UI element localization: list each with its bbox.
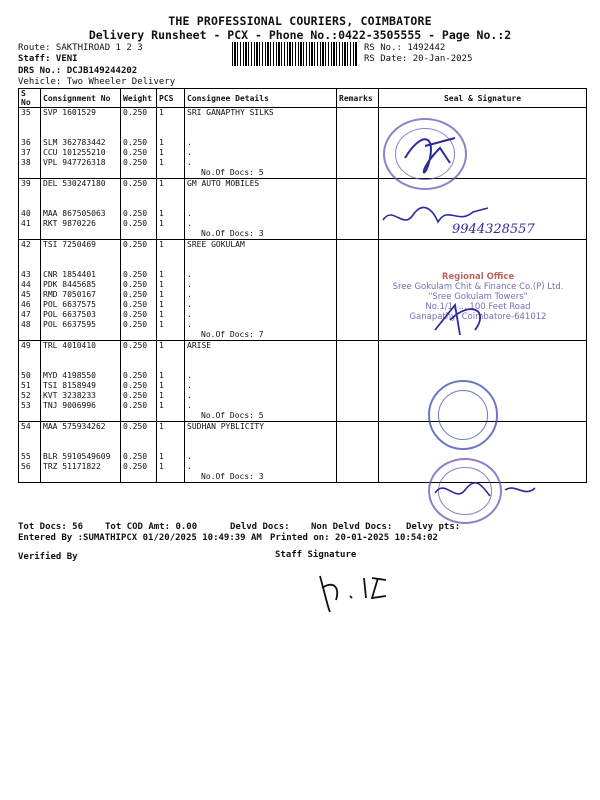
consignment-cell-value: SLM 362783442 <box>43 138 106 147</box>
pcs-cell-value: 1 <box>159 381 164 390</box>
weight-cell-value: 0.250 <box>123 138 148 147</box>
consignment-cell-value: TSI 8158949 <box>43 381 96 390</box>
consignee-details-cell <box>185 341 337 422</box>
consignee-details-cell <box>185 422 337 483</box>
sno-cell <box>19 179 41 240</box>
consignment-cell-value: CCU 101255210 <box>43 148 106 157</box>
weight-cell-value: 0.250 <box>123 290 148 299</box>
rs-date: RS Date: 20-Jan-2025 <box>364 54 473 64</box>
pcs-cell-value: 1 <box>159 422 164 431</box>
pcs-cell-value: 1 <box>159 158 164 167</box>
consignment-cell <box>41 341 121 422</box>
signature-4 <box>430 478 550 508</box>
consignment-cell-value: POL 6637503 <box>43 310 96 319</box>
detail-mark: . <box>187 391 192 400</box>
consignee-group-row <box>19 108 587 179</box>
signature-3 <box>430 300 500 340</box>
weight-cell-value: 0.250 <box>123 108 148 117</box>
no-of-docs: No.Of Docs: 7 <box>201 330 264 339</box>
pcs-cell <box>157 341 185 422</box>
remarks-cell <box>337 422 379 483</box>
consignment-cell-value: TSI 7250469 <box>43 240 96 249</box>
pcs-cell-value: 1 <box>159 148 164 157</box>
sno-cell-value: 35 <box>21 108 31 117</box>
weight-cell-value: 0.250 <box>123 310 148 319</box>
weight-cell <box>121 341 157 422</box>
weight-cell-value: 0.250 <box>123 381 148 390</box>
sno-cell-value: 53 <box>21 401 31 410</box>
tot-cod-amt: Tot COD Amt: 0.00 <box>105 522 198 532</box>
consignment-cell-value: KVT 3238233 <box>43 391 96 400</box>
consignment-cell-value: MAA 867505063 <box>43 209 106 218</box>
detail-mark: . <box>187 209 192 218</box>
consignment-cell <box>41 422 121 483</box>
consignment-cell-value: CNR 1854401 <box>43 270 96 279</box>
sno-cell-value: 54 <box>21 422 31 431</box>
col-remarks-header: Remarks <box>337 89 379 108</box>
detail-mark: . <box>187 219 192 228</box>
no-of-docs: No.Of Docs: 5 <box>201 411 264 420</box>
col-sno-header: S No <box>19 89 41 108</box>
consignment-cell-value: TRL 4010410 <box>43 341 96 350</box>
office-stamp-line3: "Sree Gokulam Towers" <box>428 292 528 302</box>
weight-cell-value: 0.250 <box>123 462 148 471</box>
consignment-cell <box>41 179 121 240</box>
drs-number: DRS No.: DCJB149244202 <box>18 66 138 76</box>
sno-cell-value: 56 <box>21 462 31 471</box>
runsheet-subtitle: Delivery Runsheet - PCX - Phone No.:0422-3505555 - Page No.:2 <box>88 28 512 42</box>
weight-cell-value: 0.250 <box>123 452 148 461</box>
no-of-docs: No.Of Docs: 5 <box>201 168 264 177</box>
col-pcs-header: PCS <box>157 89 185 108</box>
pcs-cell-value: 1 <box>159 452 164 461</box>
consignment-cell-value: TRZ 51171822 <box>43 462 101 471</box>
pcs-cell-value: 1 <box>159 371 164 380</box>
pcs-cell <box>157 108 185 179</box>
sno-cell-value: 50 <box>21 371 31 380</box>
detail-mark: . <box>187 138 192 147</box>
seal-stamp-2 <box>428 380 498 450</box>
pcs-cell-value: 1 <box>159 280 164 289</box>
weight-cell-value: 0.250 <box>123 300 148 309</box>
sno-cell-value: 40 <box>21 209 31 218</box>
detail-mark: . <box>187 300 192 309</box>
vehicle-label: Vehicle: Two Wheeler Delivery <box>18 77 176 87</box>
pcs-cell-value: 1 <box>159 209 164 218</box>
consignee-group-row <box>19 422 587 483</box>
consignment-cell-value: TNJ 9006996 <box>43 401 96 410</box>
consignment-cell <box>41 108 121 179</box>
consignment-cell-value: DEL 530247180 <box>43 179 106 188</box>
sno-cell-value: 39 <box>21 179 31 188</box>
weight-cell-value: 0.250 <box>123 240 148 249</box>
sno-cell-value: 48 <box>21 320 31 329</box>
consignment-cell-value: MAA 575934262 <box>43 422 106 431</box>
weight-cell-value: 0.250 <box>123 401 148 410</box>
pcs-cell-value: 1 <box>159 320 164 329</box>
consignee-details-cell <box>185 108 337 179</box>
no-of-docs: No.Of Docs: 3 <box>201 229 264 238</box>
detail-mark: . <box>187 462 192 471</box>
weight-cell-value: 0.250 <box>123 270 148 279</box>
staff-signature-mark <box>312 568 392 618</box>
pcs-cell-value: 1 <box>159 108 164 117</box>
sno-cell-value: 43 <box>21 270 31 279</box>
office-stamp-line4: No.1/1, ... 100 Feet Road <box>425 302 531 312</box>
sno-cell <box>19 240 41 341</box>
sno-cell-value: 41 <box>21 219 31 228</box>
consignee-details-cell <box>185 179 337 240</box>
consignee-name: ARISE <box>187 341 212 350</box>
pcs-cell-value: 1 <box>159 219 164 228</box>
sno-cell-value: 42 <box>21 240 31 249</box>
pcs-cell <box>157 179 185 240</box>
weight-cell <box>121 422 157 483</box>
col-weight-header: Weight <box>121 89 157 108</box>
weight-cell-value: 0.250 <box>123 219 148 228</box>
consignment-cell-value: POL 6637575 <box>43 300 96 309</box>
remarks-cell <box>337 341 379 422</box>
pcs-cell-value: 1 <box>159 270 164 279</box>
sno-cell-value: 52 <box>21 391 31 400</box>
pcs-cell-value: 1 <box>159 462 164 471</box>
sno-cell <box>19 108 41 179</box>
sno-cell <box>19 422 41 483</box>
detail-mark: . <box>187 148 192 157</box>
weight-cell-value: 0.250 <box>123 422 148 431</box>
sno-cell-value: 38 <box>21 158 31 167</box>
col-details-header: Consignee Details <box>185 89 337 108</box>
consignment-cell-value: BLR 5910549609 <box>43 452 111 461</box>
weight-cell-value: 0.250 <box>123 371 148 380</box>
delvd-docs: Delvd Docs: <box>230 522 290 532</box>
consignment-cell-value: MYD 4198550 <box>43 371 96 380</box>
office-stamp-line1: Regional Office <box>441 272 515 282</box>
consignment-cell-value: PDK 8445685 <box>43 280 96 289</box>
pcs-cell <box>157 240 185 341</box>
weight-cell-value: 0.250 <box>123 209 148 218</box>
detail-mark: . <box>187 270 192 279</box>
company-title: THE PROFESSIONAL COURIERS, COIMBATORE <box>168 14 432 28</box>
consignment-cell-value: VPL 947726318 <box>43 158 106 167</box>
consignment-cell-value: POL 6637595 <box>43 320 96 329</box>
no-of-docs: No.Of Docs: 3 <box>201 472 264 481</box>
consignee-name: SRI GANAPTHY SILKS <box>187 108 274 117</box>
detail-mark: . <box>187 401 192 410</box>
weight-cell <box>121 108 157 179</box>
barcode-image <box>232 42 357 66</box>
detail-mark: . <box>187 280 192 289</box>
sno-cell-value: 51 <box>21 381 31 390</box>
weight-cell <box>121 179 157 240</box>
consignee-details-cell <box>185 240 337 341</box>
consignment-cell-value: RMD 7050167 <box>43 290 96 299</box>
handwritten-phone: 9944328557 <box>452 222 535 237</box>
pcs-cell-value: 1 <box>159 138 164 147</box>
weight-cell-value: 0.250 <box>123 148 148 157</box>
pcs-cell-value: 1 <box>159 179 164 188</box>
detail-mark: . <box>187 320 192 329</box>
consignee-name: SUDHAN PYBLICITY <box>187 422 265 431</box>
pcs-cell-value: 1 <box>159 310 164 319</box>
pcs-cell-value: 1 <box>159 391 164 400</box>
weight-cell <box>121 240 157 341</box>
table-header-row <box>19 89 587 108</box>
weight-cell-value: 0.250 <box>123 341 148 350</box>
weight-cell-value: 0.250 <box>123 391 148 400</box>
tot-docs: Tot Docs: 56 <box>18 522 84 532</box>
remarks-cell <box>337 108 379 179</box>
non-delvd-docs: Non Delvd Docs: <box>311 522 393 532</box>
consignee-group-row <box>19 341 587 422</box>
detail-mark: . <box>187 290 192 299</box>
sno-cell-value: 49 <box>21 341 31 350</box>
consignment-cell <box>41 240 121 341</box>
pcs-cell-value: 1 <box>159 240 164 249</box>
staff-signature-label: Staff Signature <box>275 550 357 560</box>
consignee-name: GM AUTO MOBILES <box>187 179 260 188</box>
weight-cell-value: 0.250 <box>123 179 148 188</box>
sno-cell-value: 36 <box>21 138 31 147</box>
sno-cell-value: 46 <box>21 300 31 309</box>
pcs-cell-value: 1 <box>159 300 164 309</box>
sno-cell <box>19 341 41 422</box>
pcs-cell-value: 1 <box>159 290 164 299</box>
pcs-cell-value: 1 <box>159 341 164 350</box>
detail-mark: . <box>187 310 192 319</box>
weight-cell-value: 0.250 <box>123 158 148 167</box>
detail-mark: . <box>187 452 192 461</box>
detail-mark: . <box>187 158 192 167</box>
detail-mark: . <box>187 371 192 380</box>
delvy-pts: Delvy pts: <box>406 522 461 532</box>
sno-cell-value: 44 <box>21 280 31 289</box>
pcs-cell-value: 1 <box>159 401 164 410</box>
weight-cell-value: 0.250 <box>123 320 148 329</box>
printed-on: Printed on: 20-01-2025 10:54:02 <box>270 533 438 543</box>
sno-cell-value: 37 <box>21 148 31 157</box>
rs-number: RS No.: 1492442 <box>364 43 446 53</box>
signature-1 <box>395 128 475 178</box>
pcs-cell <box>157 422 185 483</box>
consignee-name: SREE GOKULAM <box>187 240 245 249</box>
staff-label: Staff: VENI <box>18 54 78 64</box>
col-consignment-header: Consignment No <box>41 89 121 108</box>
sno-cell-value: 45 <box>21 290 31 299</box>
route-label: Route: SAKTHIROAD 1 2 3 <box>18 43 143 53</box>
sno-cell-value: 47 <box>21 310 31 319</box>
entered-by: Entered By :SUMATHIPCX 01/20/2025 10:49:39 AM <box>18 533 262 543</box>
verified-by-label: Verified By <box>18 552 78 562</box>
office-stamp-line2: Sree Gokulam Chit & Finance Co.(P) Ltd. <box>392 282 564 292</box>
col-seal-header: Seal & Signature <box>379 89 587 108</box>
consignment-cell-value: SVP 1601529 <box>43 108 96 117</box>
consignment-cell-value: RKT 9870226 <box>43 219 96 228</box>
remarks-cell <box>337 179 379 240</box>
weight-cell-value: 0.250 <box>123 280 148 289</box>
detail-mark: . <box>187 381 192 390</box>
sno-cell-value: 55 <box>21 452 31 461</box>
office-stamp-line5: Ganapathy, Coimbatore-641012 <box>409 312 547 322</box>
